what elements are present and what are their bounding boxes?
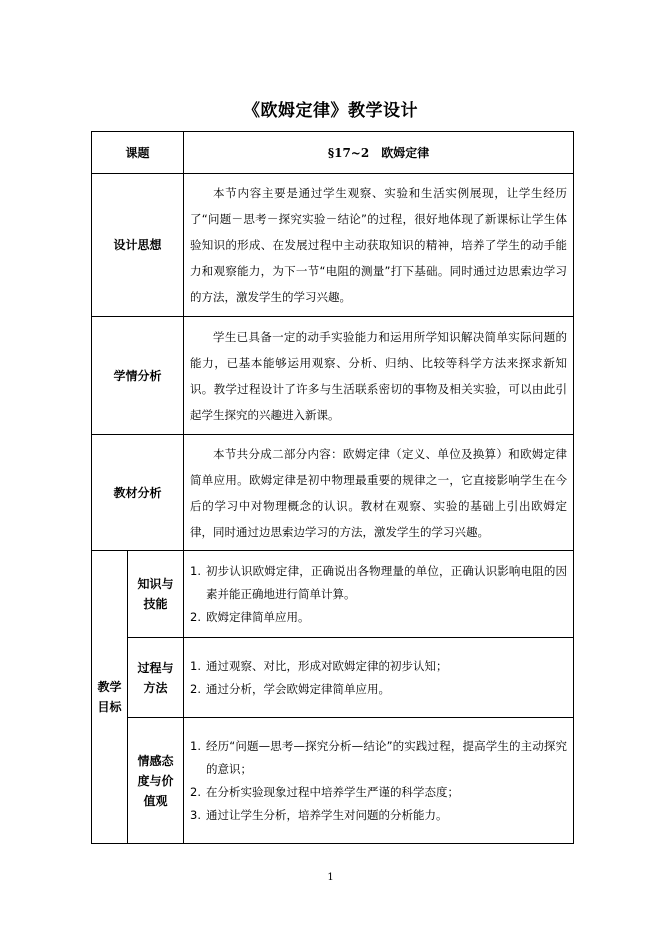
material-analysis-label: 教材分析 [92,435,184,551]
table-row [92,435,574,551]
list-item: 3. 通过让学生分析，培养学生对问题的分析能力。 [190,807,448,822]
table-row [92,132,574,174]
goal-list [190,735,567,827]
material-analysis-cell [184,435,574,551]
student-analysis-text: 学生已具备一定的动手实验能力和运用所学知识解决简单实际问题的能力，已基本能够运用观察、分析、归纳、比较等科学方法来探求新知识。教学过程设计了许多与生活联系密切的事物及相关实验，可以由此引起学生探究的兴趣进入新课。 [190,329,568,422]
table-row [92,174,574,317]
goal-category-label: 过程与方法 [128,638,184,718]
design-thinking-label: 设计思想 [92,174,184,317]
goal-list [190,655,567,701]
goal-process-cell [184,638,574,718]
document-title: 《欧姆定律》教学设计 [243,101,418,121]
lesson-design-table [91,131,574,844]
student-analysis-label: 学情分析 [92,317,184,435]
table-row [92,718,574,844]
goal-list [190,560,567,629]
student-analysis-cell [184,317,574,435]
table-row [92,551,574,638]
list-item: 1. 经历“问题—思考—探究分析—结论”的实践过程，提高学生的主动探究的意识； [190,738,568,776]
topic-label: 课题 [92,132,184,174]
teaching-goals-label: 教学目标 [92,551,128,844]
goal-category-label: 知识与技能 [128,551,184,638]
list-item: 1. 初步认识欧姆定律，正确说出各物理量的单位，正确认识影响电阻的因素并能正确地进行简单计算。 [190,563,568,601]
list-item: 1. 通过观察、对比，形成对欧姆定律的初步认知； [190,658,448,673]
goal-knowledge-cell [184,551,574,638]
table-row [92,638,574,718]
list-item: 2. 在分析实验现象过程中培养学生严谨的科学态度； [190,784,460,799]
design-thinking-text: 本节内容主要是通过学生观察、实验和生活实例展现，让学生经历了“问题－思考－探究实验－结论”的过程，很好地体现了新课标让学生体验知识的形成、在发展过程中主动获取知识的精神，培养了学生的动手能力和观察能力，为下一节“电阻的测量”打下基础。同时通过边思索边学习的方法，激发学生的学习兴趣。 [190,186,568,304]
goal-emotion-cell [184,718,574,844]
table-row [92,317,574,435]
goal-category-label: 情感态度与价值观 [128,718,184,844]
topic-value: §17~2 欧姆定律 [184,132,574,174]
design-thinking-cell [184,174,574,317]
list-item: 2. 欧姆定律简单应用。 [190,609,310,624]
list-item: 2. 通过分析，学会欧姆定律简单应用。 [190,681,391,696]
material-analysis-text: 本节共分成二部分内容：欧姆定律（定义、单位及换算）和欧姆定律简单应用。欧姆定律是初中物理最重要的规律之一，它直接影响学生在今后的学习中对物理概念的认识。教材在观察、实验的基础上引出欧姆定律，同时通过边思索边学习的方法，激发学生的学习兴趣。 [190,446,568,539]
page-number: 1 [327,872,334,883]
